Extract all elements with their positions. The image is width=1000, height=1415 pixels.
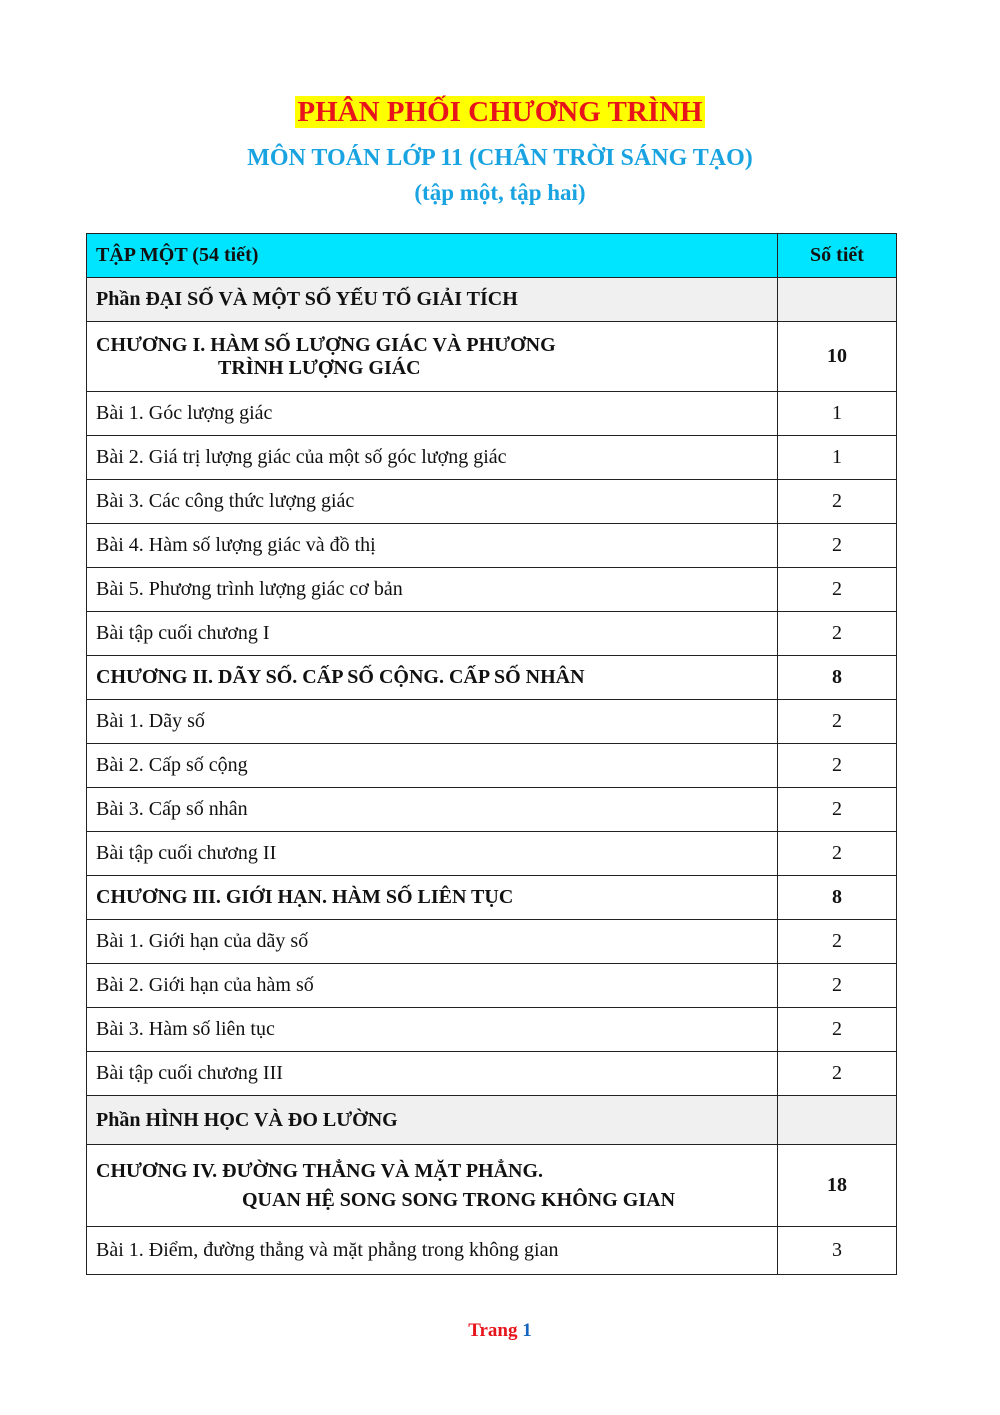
lesson-row — [87, 788, 897, 832]
lesson-row — [87, 568, 897, 612]
chapter-title-line1: CHƯƠNG I. HÀM SỐ LƯỢNG GIÁC VÀ PHƯƠNG — [96, 333, 556, 356]
chapter-title — [87, 322, 778, 392]
page-title — [0, 92, 1000, 132]
lesson-row — [87, 436, 897, 480]
lesson-row — [87, 524, 897, 568]
chapter-row — [87, 876, 897, 920]
lesson-row — [87, 832, 897, 876]
lesson-count: 2 — [778, 700, 897, 744]
part-count-cell — [778, 1096, 897, 1145]
lesson-name: Bài 3. Cấp số nhân — [87, 788, 778, 832]
part-title: Phần ĐẠI SỐ VÀ MỘT SỐ YẾU TỐ GIẢI TÍCH — [87, 278, 778, 322]
lesson-row — [87, 1008, 897, 1052]
chapter-count: 10 — [778, 322, 897, 392]
lesson-count: 2 — [778, 480, 897, 524]
lesson-row — [87, 964, 897, 1008]
lesson-name: Bài 1. Góc lượng giác — [87, 392, 778, 436]
part-count-cell — [778, 278, 897, 322]
lesson-name: Bài 2. Cấp số cộng — [87, 744, 778, 788]
chapter-title: CHƯƠNG II. DÃY SỐ. CẤP SỐ CỘNG. CẤP SỐ NHÂN — [87, 656, 778, 700]
part-row — [87, 1096, 897, 1145]
lesson-name: Bài 5. Phương trình lượng giác cơ bản — [87, 568, 778, 612]
chapter-title — [87, 1145, 778, 1227]
lesson-row — [87, 480, 897, 524]
page-label: Trang — [468, 1320, 518, 1341]
lesson-name: Bài tập cuối chương III — [87, 1052, 778, 1096]
lesson-name: Bài tập cuối chương II — [87, 832, 778, 876]
lesson-row — [87, 1227, 897, 1275]
lesson-count: 2 — [778, 744, 897, 788]
page-title-text: PHÂN PHỐI CHƯƠNG TRÌNH — [297, 96, 703, 128]
lesson-count: 1 — [778, 392, 897, 436]
lesson-count: 2 — [778, 964, 897, 1008]
lesson-name: Bài 1. Dãy số — [87, 700, 778, 744]
header-volume-cell: TẬP MỘT (54 tiết) — [87, 234, 778, 278]
chapter-row — [87, 322, 897, 392]
lesson-count: 2 — [778, 920, 897, 964]
chapter-count: 8 — [778, 656, 897, 700]
lesson-name: Bài 4. Hàm số lượng giác và đồ thị — [87, 524, 778, 568]
chapter-title-line2: TRÌNH LƯỢNG GIÁC — [218, 356, 421, 379]
page-subtitle-volumes: (tập một, tập hai) — [414, 180, 586, 205]
lesson-count: 2 — [778, 788, 897, 832]
lesson-count: 2 — [778, 832, 897, 876]
page-number: 1 — [522, 1320, 532, 1341]
lesson-count: 2 — [778, 1008, 897, 1052]
part-title: Phần HÌNH HỌC VÀ ĐO LƯỜNG — [87, 1096, 778, 1145]
chapter-row — [87, 1145, 897, 1227]
lesson-name: Bài tập cuối chương I — [87, 612, 778, 656]
lesson-row — [87, 744, 897, 788]
chapter-count: 8 — [778, 876, 897, 920]
chapter-title: CHƯƠNG III. GIỚI HẠN. HÀM SỐ LIÊN TỤC — [87, 876, 778, 920]
lesson-name: Bài 3. Các công thức lượng giác — [87, 480, 778, 524]
chapter-row — [87, 656, 897, 700]
chapter-title-line1: CHƯƠNG IV. ĐƯỜNG THẲNG VÀ MẶT PHẲNG. — [96, 1159, 544, 1182]
page-subtitle: MÔN TOÁN LỚP 11 (CHÂN TRỜI SÁNG TẠO) — [247, 145, 753, 171]
lesson-count: 3 — [778, 1227, 897, 1275]
lesson-count: 2 — [778, 1052, 897, 1096]
lesson-row — [87, 392, 897, 436]
lesson-row — [87, 700, 897, 744]
lesson-name: Bài 1. Điểm, đường thẳng và mặt phẳng trong không gian — [87, 1227, 778, 1275]
lesson-name: Bài 1. Giới hạn của dãy số — [87, 920, 778, 964]
lesson-count: 1 — [778, 436, 897, 480]
lesson-name: Bài 2. Giá trị lượng giác của một số góc lượng giác — [87, 436, 778, 480]
header-count-cell: Số tiết — [778, 234, 897, 278]
lesson-row — [87, 1052, 897, 1096]
lesson-count: 2 — [778, 524, 897, 568]
page-footer — [0, 1320, 1000, 1342]
lesson-count: 2 — [778, 612, 897, 656]
lesson-name: Bài 3. Hàm số liên tục — [87, 1008, 778, 1052]
table-header-row — [87, 234, 897, 278]
curriculum-table — [86, 233, 897, 1275]
chapter-count: 18 — [778, 1145, 897, 1227]
lesson-row — [87, 920, 897, 964]
lesson-row — [87, 612, 897, 656]
lesson-name: Bài 2. Giới hạn của hàm số — [87, 964, 778, 1008]
lesson-count: 2 — [778, 568, 897, 612]
chapter-title-line2: QUAN HỆ SONG SONG TRONG KHÔNG GIAN — [242, 1188, 676, 1211]
part-row — [87, 278, 897, 322]
